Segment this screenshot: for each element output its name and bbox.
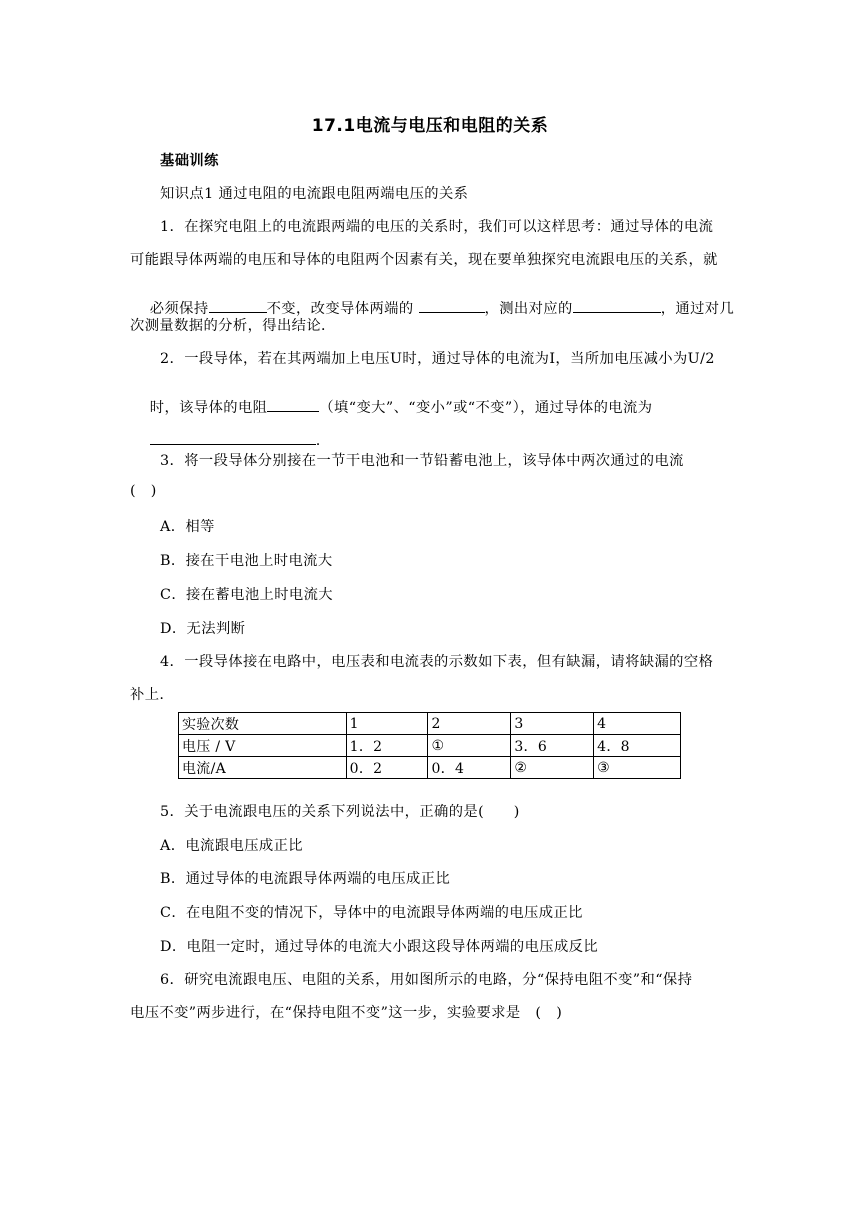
- q3-bracket: ( ): [130, 483, 157, 499]
- q5-line-1: 5．关于电流跟电压的关系下列说法中，正确的是( ): [160, 804, 520, 820]
- q1-line-4: 次测量数据的分析，得出结论．: [130, 318, 336, 334]
- q2-line-1: 2．一段导体，若在其两端加上电压U时，通过导体的电流为I，当所加电压减小为U/2: [160, 351, 715, 367]
- q5-option-c: C．在电阻不变的情况下，导体中的电流跟导体两端的电压成正比: [160, 905, 583, 921]
- table-cell: 0．4: [428, 757, 511, 779]
- table-cell: 电压 / V: [179, 735, 347, 757]
- q1-line-3-a: 必须保持: [149, 301, 209, 317]
- q5-option-d: D．电阻一定时，通过导体的电流大小跟这段导体两端的电压成反比: [160, 939, 599, 955]
- q1-line-3-b: 不变，改变导体两端的: [266, 301, 419, 317]
- q3-option-b: B．接在干电池上时电流大: [160, 553, 333, 569]
- q3-option-a: A．相等: [160, 519, 215, 535]
- q1-line-3-c: ，测出对应的: [484, 301, 573, 317]
- answer-blank[interactable]: [267, 397, 319, 412]
- table-cell: 1: [346, 713, 428, 735]
- q6-line-1: 6．研究电流跟电压、电阻的关系，用如图所示的电路，分“保持电阻不变”和“保持: [160, 972, 693, 988]
- q4-line-1: 4．一段导体接在电路中，电压表和电流表的示数如下表，但有缺漏，请将缺漏的空格: [160, 654, 714, 670]
- q2-line-3-end: .: [315, 433, 321, 449]
- q4-line-2: 补上.: [130, 687, 165, 703]
- answer-blank[interactable]: [573, 298, 661, 313]
- section-heading: 基础训练: [160, 153, 219, 169]
- table-cell: 4．8: [594, 735, 681, 757]
- q3-line-1: 3．将一段导体分别接在一节干电池和一节铅蓄电池上，该导体中两次通过的电流: [160, 453, 684, 469]
- knowledge-point: 知识点1 通过电阻的电流跟电阻两端电压的关系: [160, 186, 469, 202]
- table-row: [179, 735, 681, 757]
- table-cell: ③: [594, 757, 681, 779]
- answer-blank[interactable]: [419, 298, 485, 313]
- table-cell: 2: [428, 713, 511, 735]
- answer-blank[interactable]: [209, 298, 267, 313]
- q3-option-d: D．无法判断: [160, 621, 246, 637]
- answer-blank[interactable]: [150, 430, 316, 445]
- table-cell: 4: [594, 713, 681, 735]
- table-row: [179, 757, 681, 779]
- q5-option-a: A．电流跟电压成正比: [160, 838, 303, 854]
- table-cell: 1．2: [346, 735, 428, 757]
- table-cell: 3．6: [511, 735, 594, 757]
- q1-line-2: 可能跟导体两端的电压和导体的电阻两个因素有关，现在要单独探究电流跟电压的关系，就: [130, 252, 718, 268]
- page-title: 17.1电流与电压和电阻的关系: [311, 116, 549, 136]
- table-cell: 实验次数: [179, 713, 347, 735]
- table-cell: 电流/A: [179, 757, 347, 779]
- q2-line-2-a: 时，该导体的电阻: [149, 400, 268, 416]
- q6-line-2: 电压不变”两步进行，在“保持电阻不变”这一步，实验要求是 ( ): [130, 1005, 563, 1021]
- q5-option-b: B．通过导体的电流跟导体两端的电压成正比: [160, 871, 451, 887]
- table-cell: ②: [511, 757, 594, 779]
- table-row: [179, 713, 681, 735]
- q2-line-2-b: （填“变大”、“变小”或“不变”），通过导体的电流为: [319, 400, 653, 416]
- table-cell: 3: [511, 713, 594, 735]
- table-cell: 0．2: [346, 757, 428, 779]
- q3-option-c: C．接在蓄电池上时电流大: [160, 587, 334, 603]
- data-table: [178, 712, 681, 779]
- table-cell: ①: [428, 735, 511, 757]
- q1-line-1: 1．在探究电阻上的电流跟两端的电压的关系时，我们可以这样思考：通过导体的电流: [160, 219, 714, 235]
- q1-line-3-d: ，通过对几: [660, 301, 735, 317]
